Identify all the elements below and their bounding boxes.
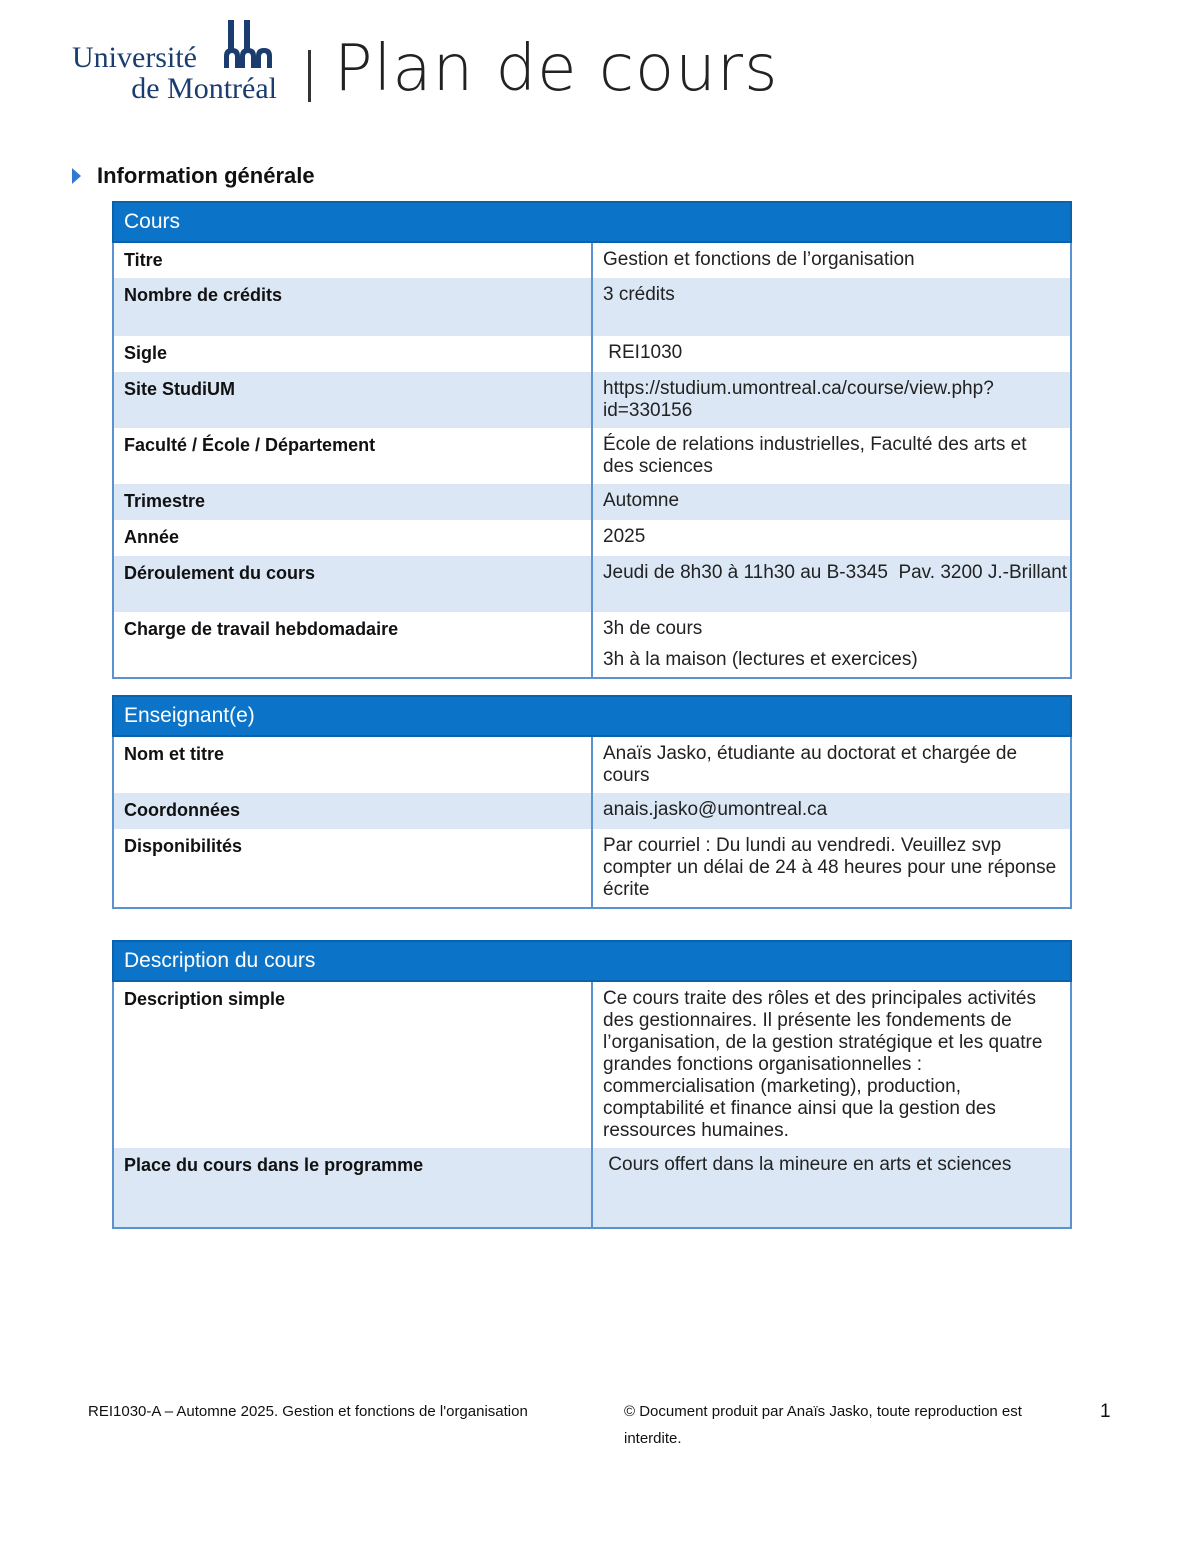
- section-heading: [72, 163, 315, 189]
- table-row: [113, 829, 1071, 908]
- row-value: Ce cours traite des rôles et des principales activités des gestionnaires. Il présente les fondements de l’organisation, de la gestion stratégique et les quatre grandes fonctions organisationnelles : commercialisation (marketing), production, comptabilité et finance ainsi que la gestion des ressources humaines.: [603, 988, 1043, 1141]
- section-heading-text: Information générale: [97, 163, 315, 188]
- description-header: Description du cours: [113, 941, 1071, 981]
- table-row: [113, 981, 1071, 1148]
- title-divider: [308, 50, 311, 102]
- enseignant-header: Enseignant(e): [113, 696, 1071, 736]
- row-label: Nom et titre: [113, 736, 592, 793]
- row-label: Sigle: [113, 336, 592, 372]
- university-line2: de Montréal: [131, 72, 277, 105]
- row-label: Trimestre: [113, 484, 592, 520]
- table-row: [113, 336, 1071, 372]
- document-title: Plan de cours: [334, 32, 779, 106]
- row-value: [592, 612, 1071, 678]
- table-row: [113, 520, 1071, 556]
- table-header-row: [113, 941, 1071, 981]
- page-number: 1: [1100, 1401, 1111, 1422]
- row-label: Charge de travail hebdomadaire: [113, 612, 592, 678]
- row-label: Place du cours dans le programme: [113, 1148, 592, 1228]
- triangle-bullet-icon: [72, 168, 81, 184]
- row-value: REI1030: [603, 342, 683, 363]
- footer-course-info: REI1030-A – Automne 2025. Gestion et fonctions de l'organisation: [88, 1403, 528, 1420]
- row-value-line: 3h de cours: [603, 618, 703, 639]
- row-value: Cours offert dans la mineure en arts et sciences: [592, 1148, 1071, 1228]
- row-value: 2025: [603, 526, 646, 547]
- table-header-row: [113, 202, 1071, 242]
- row-value: Par courriel : Du lundi au vendredi. Veuillez svp compter un délai de 24 à 48 heures pour une réponse écrite: [603, 835, 1057, 900]
- cours-header: Cours: [113, 202, 1071, 242]
- university-line1: Université: [72, 41, 197, 74]
- studium-link[interactable]: https://studium.umontreal.ca/course/view.php?id=330156: [592, 372, 1071, 428]
- email-link[interactable]: anais.jasko@umontreal.ca: [592, 793, 1071, 829]
- row-label: Description simple: [113, 981, 592, 1148]
- table-header-row: [113, 696, 1071, 736]
- table-row: [113, 793, 1071, 829]
- row-label: Disponibilités: [113, 829, 592, 908]
- cours-table: [112, 201, 1072, 679]
- table-row: [113, 428, 1071, 484]
- row-label: Coordonnées: [113, 793, 592, 829]
- table-row: [113, 736, 1071, 793]
- table-row: [113, 484, 1071, 520]
- row-value: Jeudi de 8h30 à 11h30 au B-3345 Pav. 3200 J.-Brillant: [592, 556, 1071, 612]
- table-row: [113, 1148, 1071, 1228]
- row-label: Nombre de crédits: [113, 278, 592, 336]
- table-row: [113, 556, 1071, 612]
- table-row: [113, 372, 1071, 428]
- row-label: Site StudiUM: [113, 372, 592, 428]
- row-value: Gestion et fonctions de l’organisation: [603, 249, 915, 270]
- table-row: [113, 612, 1071, 678]
- row-label: Faculté / École / Département: [113, 428, 592, 484]
- row-value: Anaïs Jasko, étudiante au doctorat et chargée de cours: [603, 743, 1018, 786]
- row-label: Déroulement du cours: [113, 556, 592, 612]
- universite-de-montreal-logo: [72, 18, 282, 104]
- row-value: 3 crédits: [592, 278, 1071, 336]
- description-table: [112, 940, 1072, 1229]
- row-label: Titre: [113, 242, 592, 278]
- university-name: [72, 42, 277, 104]
- row-value-line: 3h à la maison (lectures et exercices): [603, 649, 918, 670]
- footer-copyright: © Document produit par Anaïs Jasko, toute reproduction est interdite.: [624, 1403, 1022, 1447]
- table-row: [113, 278, 1071, 336]
- enseignant-table: [112, 695, 1072, 909]
- row-label: Année: [113, 520, 592, 556]
- document-header: [72, 18, 832, 108]
- row-value: École de relations industrielles, Faculté des arts et des sciences: [603, 434, 1027, 477]
- row-value: Automne: [592, 484, 1071, 520]
- table-row: [113, 242, 1071, 278]
